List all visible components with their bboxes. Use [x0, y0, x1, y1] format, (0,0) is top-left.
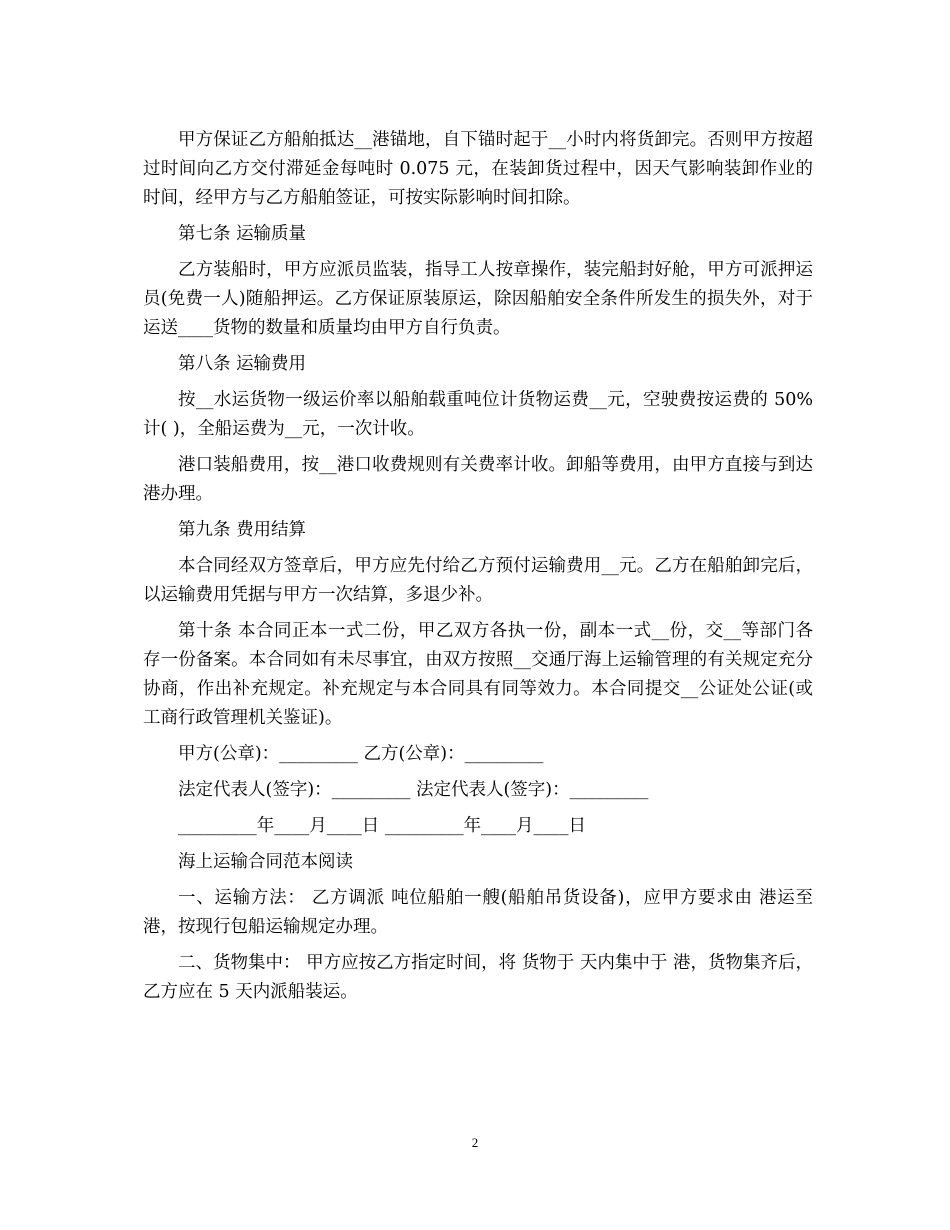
signature-representative-line: 法定代表人(签字)：_________ 法定代表人(签字)：_________: [178, 780, 649, 800]
paragraph-transport-method: 一、运输方法： 乙方调派 吨位船舶一艘(船舶吊货设备)，应甲方要求由 港运至 港，按现行包船运输规定办理。: [143, 888, 819, 937]
page-number: 2: [471, 1135, 479, 1150]
heading-article-7: 第七条 运输质量: [178, 224, 307, 244]
heading-article-9: 第九条 费用结算: [178, 520, 307, 540]
paragraph-cargo-collection: 二、货物集中： 甲方应按乙方指定时间，将 货物于 天内集中于 港，货物集齐后，乙方应在 5 天内派船装运。: [143, 953, 813, 1002]
paragraph-transport-quality: 乙方装船时，甲方应派员监装，指导工人按章操作，装完船封好舱，甲方可派押运员(免费一人)随船押运。乙方保证原装原运，除因船舶安全条件所发生的损失外，对于运送____货物的数量和质量均由甲方自行负责。: [143, 260, 813, 338]
signature-seal-line: 甲方(公章)：_________ 乙方(公章)：_________: [178, 744, 544, 764]
paragraph-demurrage: 甲方保证乙方船舶抵达__港锚地，自下锚时起于__小时内将货卸完。否则甲方按超过时间向乙方交付滞延金每吨时 0.075 元，在装卸货过程中，因天气影响装卸作业的时间，经甲方与乙方船舶签证，可按实际影响时间扣除。: [143, 130, 813, 208]
paragraph-port-fees: 港口装船费用，按__港口收费规则有关费率计收。卸船等费用，由甲方直接与到达港办理。: [143, 455, 813, 504]
section-title-reading: 海上运输合同范本阅读: [178, 852, 353, 872]
paragraph-article-10: 第十条 本合同正本一式二份，甲乙双方各执一份，副本一式__份，交__等部门各存一份备案。本合同如有未尽事宜，由双方按照__交通厅海上运输管理的有关规定充分协商，作出补充规定。补充规定与本合同具有同等效力。本合同提交__公证处公证(或工商行政管理机关鉴证)。: [143, 621, 813, 728]
document-body: [143, 126, 819, 1014]
signature-date-line: _________年____月____日 _________年____月____日: [178, 816, 587, 836]
heading-article-8: 第八条 运输费用: [178, 354, 307, 374]
paragraph-freight-rate: 按__水运货物一级运价率以船舶载重吨位计货物运费__元，空驶费按运费的 50%计( )，全船运费为__元，一次计收。: [143, 390, 813, 439]
paragraph-settlement: 本合同经双方签章后，甲方应先付给乙方预付运输费用__元。乙方在船舶卸完后，以运输费用凭据与甲方一次结算，多退少补。: [143, 556, 813, 605]
